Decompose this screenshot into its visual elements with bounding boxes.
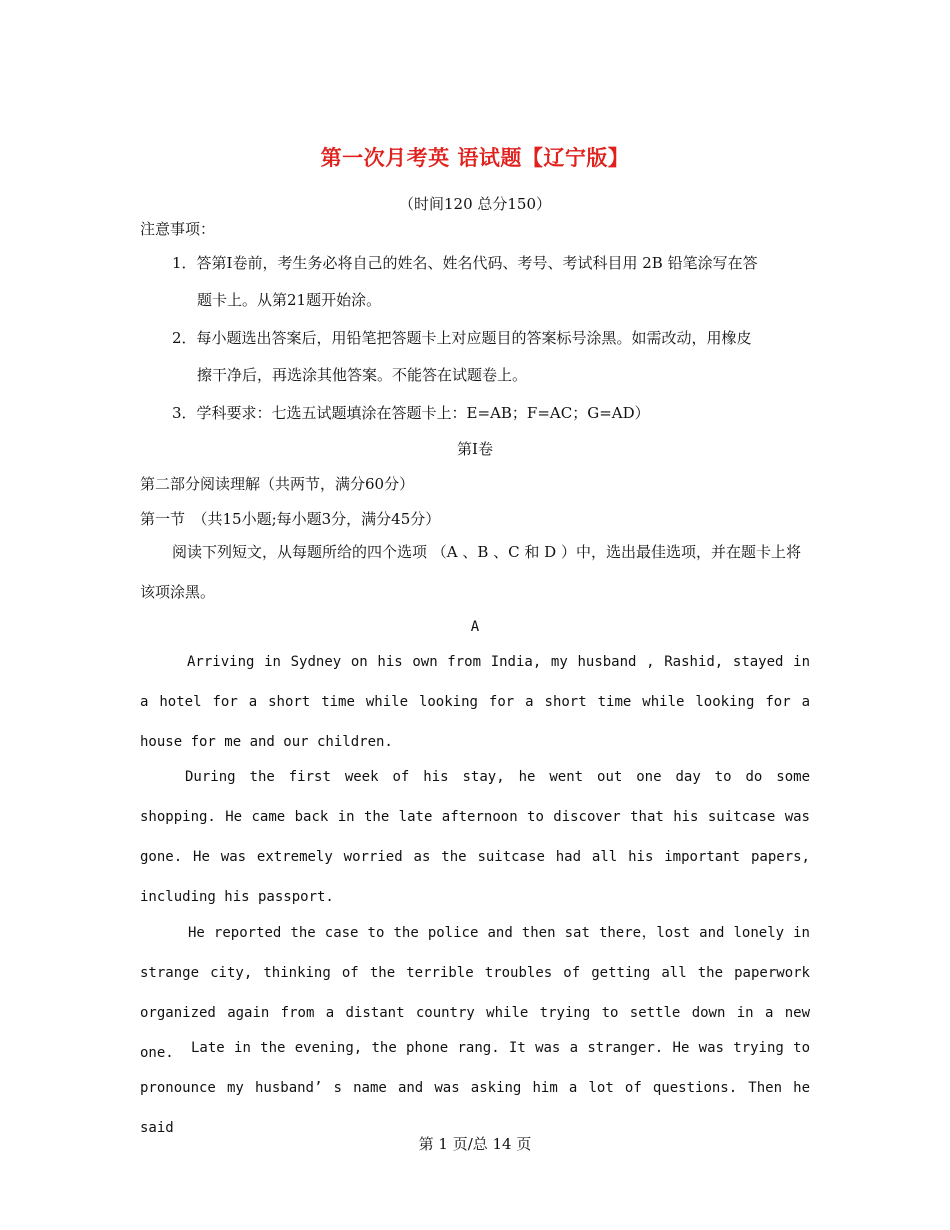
notice-item-continuation: 题卡上。从第21题开始涂。 [197, 291, 382, 309]
page-footer: 第 1 页/总 14 页 [418, 1135, 532, 1153]
notice-item-number: 1． [172, 254, 197, 272]
passage-paragraph: He reported the case to the police and then sat there，lost and lonely in strange city, thinking of the terrible troubles of getting all the paperwork organized again from a distant country while trying to settle down in a new one. [140, 925, 810, 1061]
section-heading: 第一节 （共15小题;每小题3分，满分45分） [140, 510, 441, 528]
notice-item-text: 答第Ⅰ卷前，考生务必将自己的姓名、姓名代码、考号、考试科目用 2B 铅笔涂写在答 [196, 254, 758, 272]
exam-title: 第一次月考英 语试题【辽宁版】 [320, 146, 630, 170]
notice-item-continuation: 擦干净后，再选涂其他答案。不能答在试题卷上。 [197, 366, 528, 384]
notice-item-2 [172, 320, 812, 394]
notice-item-number: 2． [172, 329, 197, 347]
notice-item-number: 3． [172, 404, 197, 422]
notice-item-1 [172, 245, 812, 319]
passage-paragraph: Late in the evening, the phone rang. It was a stranger. He was trying to pronounce my husband’ s name and was asking him a lot of questions. Then he said [140, 1040, 810, 1136]
notice-item-text: 每小题选出答案后，用铅笔把答题卡上对应题目的答案标号涂黑。如需改动，用橡皮 [196, 329, 752, 347]
notice-item-3 [172, 395, 812, 432]
exam-subtitle: （时间120 总分150） [398, 195, 552, 213]
instruction-text: 阅读下列短文，从每题所给的四个选项 （A 、B 、C 和 D ）中，选出最佳选项，并在题卡上将该项涂黑。 [140, 543, 801, 601]
notice-heading: 注意事项： [140, 220, 216, 238]
part-heading: 第二部分阅读理解（共两节，满分60分） [140, 475, 415, 493]
notice-item-text: 学科要求：七选五试题填涂在答题卡上：E=AB；F=AC；G=AD） [196, 404, 650, 422]
passage-label: A [470, 619, 480, 635]
passage-paragraph: Arriving in Sydney on his own from India, my husband , Rashid, stayed in a hotel for a short time while looking for a short time while looking for a house for me and our children. [140, 654, 810, 750]
volume-heading: 第Ⅰ卷 [457, 440, 493, 458]
passage-paragraph: During the first week of his stay, he went out one day to do some shopping. He came back in the late afternoon to discover that his suitcase was gone. He was extremely worried as the suitcase had all his important papers, including his passport. [140, 769, 810, 905]
